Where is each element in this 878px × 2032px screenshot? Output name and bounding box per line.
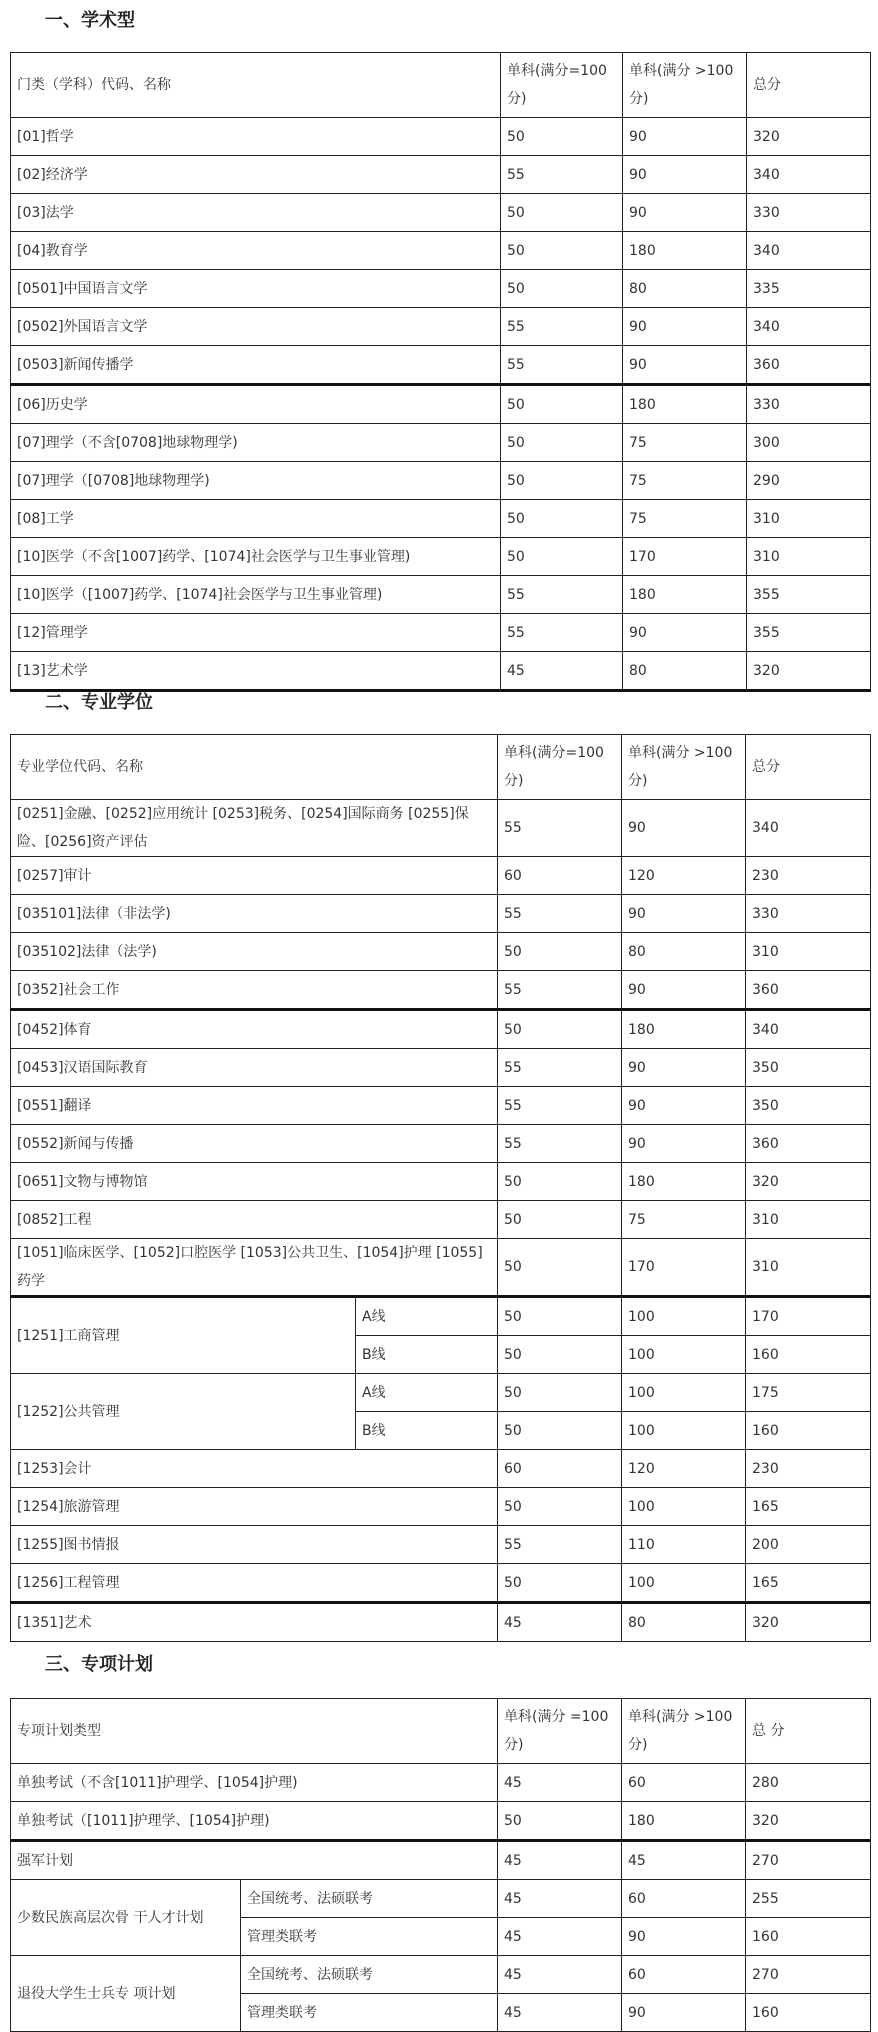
single-subject-100-cell: 50 [498,1239,622,1297]
total-score-cell: 280 [746,1764,871,1802]
table-row [11,1201,871,1239]
total-score-cell: 230 [746,857,871,895]
single-subject-over-100-cell: 90 [622,971,746,1010]
single-subject-100-cell: 50 [501,462,623,500]
table-row [11,1880,871,1918]
row-name-cell: [0352]社会工作 [11,971,498,1010]
single-subject-100-cell: 50 [501,424,623,462]
total-score-cell: 310 [747,538,871,576]
header-total-score: 总 分 [746,1699,871,1764]
single-subject-100-cell: 50 [501,500,623,538]
row-name-cell: [1255]图书情报 [11,1526,498,1564]
single-subject-100-cell: 55 [498,895,622,933]
total-score-cell: 350 [746,1087,871,1125]
total-score-cell: 320 [746,1802,871,1841]
table-row [11,971,871,1010]
table-row [11,614,871,652]
total-score-cell: 175 [746,1374,871,1412]
single-subject-over-100-cell: 90 [622,1087,746,1125]
sub-category-cell: A线 [356,1374,498,1412]
total-score-cell: 160 [746,1412,871,1450]
academic-score-table [10,52,871,692]
total-score-cell: 160 [746,1336,871,1374]
single-subject-100-cell: 45 [498,1918,622,1956]
table-row [11,424,871,462]
section-title-professional: 二、专业学位 [45,692,153,713]
single-subject-over-100-cell: 90 [622,1994,746,2032]
single-subject-100-cell: 55 [501,346,623,385]
row-name-cell: [0452]体育 [11,1010,498,1049]
single-subject-over-100-cell: 100 [622,1564,746,1603]
row-name-cell: [0852]工程 [11,1201,498,1239]
header-name: 专项计划类型 [11,1699,498,1764]
row-name-cell: [1251]工商管理 [11,1297,356,1374]
table-header-row [11,53,871,118]
row-name-cell: [03]法学 [11,194,501,232]
row-name-cell: [1254]旅游管理 [11,1488,498,1526]
row-name-cell: [06]历史学 [11,385,501,424]
single-subject-100-cell: 50 [498,1488,622,1526]
table-row [11,1049,871,1087]
single-subject-over-100-cell: 90 [623,194,747,232]
single-subject-100-cell: 60 [498,857,622,895]
single-subject-over-100-cell: 100 [622,1374,746,1412]
total-score-cell: 360 [746,971,871,1010]
single-subject-over-100-cell: 75 [623,424,747,462]
row-name-cell: [07]理学（[0708]地球物理学) [11,462,501,500]
table-row [11,538,871,576]
single-subject-100-cell: 50 [501,232,623,270]
row-name-cell: [0551]翻译 [11,1087,498,1125]
table-row [11,857,871,895]
table-row [11,1374,871,1412]
header-total-score: 总分 [746,735,871,800]
total-score-cell: 360 [746,1125,871,1163]
single-subject-over-100-cell: 80 [622,1603,746,1642]
single-subject-100-cell: 45 [498,1764,622,1802]
single-subject-100-cell: 55 [501,156,623,194]
header-single-subject-over-100: 单科(满分 >100分) [622,1699,746,1764]
row-name-cell: [02]经济学 [11,156,501,194]
single-subject-over-100-cell: 80 [623,652,747,691]
row-name-cell: 单独考试（不含[1011]护理学、[1054]护理) [11,1764,498,1802]
single-subject-100-cell: 50 [501,538,623,576]
single-subject-100-cell: 55 [501,614,623,652]
total-score-cell: 320 [746,1603,871,1642]
table-row [11,652,871,691]
total-score-cell: 330 [747,385,871,424]
sub-category-cell: A线 [356,1297,498,1336]
single-subject-100-cell: 60 [498,1450,622,1488]
single-subject-100-cell: 50 [498,1010,622,1049]
single-subject-over-100-cell: 180 [623,385,747,424]
row-name-cell: [0257]审计 [11,857,498,895]
table-row [11,346,871,385]
sub-category-cell: 管理类联考 [241,1918,498,1956]
header-single-subject-100: 单科(满分=100分) [498,735,622,800]
single-subject-over-100-cell: 170 [623,538,747,576]
single-subject-over-100-cell: 180 [622,1010,746,1049]
single-subject-over-100-cell: 60 [622,1764,746,1802]
single-subject-100-cell: 45 [498,1994,622,2032]
row-name-cell: [035101]法律（非法学) [11,895,498,933]
single-subject-over-100-cell: 75 [622,1201,746,1239]
row-name-cell: 单独考试（[1011]护理学、[1054]护理) [11,1802,498,1841]
single-subject-100-cell: 50 [498,1163,622,1201]
total-score-cell: 270 [746,1956,871,1994]
total-score-cell: 340 [747,308,871,346]
total-score-cell: 335 [747,270,871,308]
total-score-cell: 200 [746,1526,871,1564]
table-row [11,800,871,857]
row-name-cell: [10]医学（不含[1007]药学、[1074]社会医学与卫生事业管理) [11,538,501,576]
single-subject-over-100-cell: 100 [622,1336,746,1374]
table-row [11,1526,871,1564]
row-name-cell: [0552]新闻与传播 [11,1125,498,1163]
total-score-cell: 300 [747,424,871,462]
single-subject-100-cell: 45 [498,1603,622,1642]
section-title-special: 三、专项计划 [45,1654,153,1675]
total-score-cell: 330 [746,895,871,933]
row-name-cell: [0503]新闻传播学 [11,346,501,385]
single-subject-over-100-cell: 100 [622,1488,746,1526]
total-score-cell: 360 [747,346,871,385]
single-subject-over-100-cell: 90 [623,614,747,652]
total-score-cell: 170 [746,1297,871,1336]
single-subject-over-100-cell: 180 [622,1802,746,1841]
single-subject-over-100-cell: 90 [623,156,747,194]
single-subject-100-cell: 45 [501,652,623,691]
row-name-cell: [035102]法律（法学) [11,933,498,971]
header-name: 门类（学科）代码、名称 [11,53,501,118]
table-row [11,385,871,424]
single-subject-100-cell: 50 [498,1802,622,1841]
single-subject-100-cell: 50 [498,1374,622,1412]
single-subject-over-100-cell: 120 [622,1450,746,1488]
table-row [11,1802,871,1841]
total-score-cell: 290 [747,462,871,500]
header-single-subject-over-100: 单科(满分 >100分) [623,53,747,118]
table-row [11,118,871,156]
special-plan-score-table [10,1698,871,2032]
row-name-cell: [12]管理学 [11,614,501,652]
table-row [11,933,871,971]
single-subject-over-100-cell: 60 [622,1880,746,1918]
row-name-cell: [04]教育学 [11,232,501,270]
row-name-cell: [0501]中国语言文学 [11,270,501,308]
single-subject-100-cell: 50 [498,1201,622,1239]
row-name-cell: [0453]汉语国际教育 [11,1049,498,1087]
single-subject-100-cell: 50 [501,385,623,424]
total-score-cell: 310 [747,500,871,538]
total-score-cell: 340 [747,232,871,270]
single-subject-over-100-cell: 180 [622,1163,746,1201]
total-score-cell: 320 [747,118,871,156]
single-subject-100-cell: 55 [498,971,622,1010]
single-subject-100-cell: 50 [498,1297,622,1336]
total-score-cell: 320 [746,1163,871,1201]
header-single-subject-100: 单科(满分=100分) [501,53,623,118]
row-name-cell: [1252]公共管理 [11,1374,356,1450]
total-score-cell: 255 [746,1880,871,1918]
single-subject-100-cell: 55 [498,1125,622,1163]
total-score-cell: 230 [746,1450,871,1488]
row-name-cell: [1351]艺术 [11,1603,498,1642]
single-subject-100-cell: 50 [501,194,623,232]
row-name-cell: 少数民族高层次骨 干人才计划 [11,1880,241,1956]
single-subject-100-cell: 50 [501,118,623,156]
single-subject-100-cell: 55 [498,1526,622,1564]
row-name-cell: [08]工学 [11,500,501,538]
total-score-cell: 165 [746,1564,871,1603]
single-subject-100-cell: 45 [498,1956,622,1994]
table-row [11,1564,871,1603]
table-row [11,308,871,346]
table-row [11,1297,871,1336]
single-subject-100-cell: 50 [498,1412,622,1450]
header-total-score: 总分 [747,53,871,118]
table-row [11,1841,871,1880]
table-header-row [11,735,871,800]
table-row [11,576,871,614]
total-score-cell: 160 [746,1918,871,1956]
table-row [11,1488,871,1526]
single-subject-100-cell: 50 [498,1336,622,1374]
total-score-cell: 270 [746,1841,871,1880]
total-score-cell: 160 [746,1994,871,2032]
single-subject-over-100-cell: 90 [622,1125,746,1163]
single-subject-over-100-cell: 90 [623,118,747,156]
table-row [11,500,871,538]
total-score-cell: 340 [746,1010,871,1049]
header-single-subject-100: 单科(满分 =100分) [498,1699,622,1764]
table-row [11,1603,871,1642]
single-subject-over-100-cell: 100 [622,1297,746,1336]
single-subject-over-100-cell: 90 [622,1049,746,1087]
header-single-subject-over-100: 单科(满分 >100分) [622,735,746,800]
total-score-cell: 320 [747,652,871,691]
single-subject-over-100-cell: 170 [622,1239,746,1297]
row-name-cell: [1256]工程管理 [11,1564,498,1603]
single-subject-over-100-cell: 110 [622,1526,746,1564]
single-subject-100-cell: 50 [501,270,623,308]
total-score-cell: 330 [747,194,871,232]
total-score-cell: 310 [746,933,871,971]
single-subject-100-cell: 55 [498,1087,622,1125]
single-subject-over-100-cell: 90 [623,308,747,346]
row-name-cell: [01]哲学 [11,118,501,156]
row-name-cell: [0651]文物与博物馆 [11,1163,498,1201]
single-subject-over-100-cell: 60 [622,1956,746,1994]
total-score-cell: 340 [747,156,871,194]
single-subject-100-cell: 55 [498,1049,622,1087]
single-subject-over-100-cell: 75 [623,500,747,538]
total-score-cell: 355 [747,576,871,614]
table-row [11,895,871,933]
single-subject-over-100-cell: 180 [623,576,747,614]
single-subject-100-cell: 55 [498,800,622,857]
table-row [11,1010,871,1049]
row-name-cell: 退役大学生士兵专 项计划 [11,1956,241,2032]
single-subject-100-cell: 50 [498,933,622,971]
total-score-cell: 165 [746,1488,871,1526]
sub-category-cell: 管理类联考 [241,1994,498,2032]
table-row [11,194,871,232]
table-row [11,1956,871,1994]
single-subject-over-100-cell: 80 [623,270,747,308]
single-subject-over-100-cell: 90 [623,346,747,385]
professional-score-table [10,734,871,1642]
table-row [11,1239,871,1297]
single-subject-100-cell: 45 [498,1880,622,1918]
table-row [11,1087,871,1125]
row-name-cell: [10]医学（[1007]药学、[1074]社会医学与卫生事业管理) [11,576,501,614]
sub-category-cell: 全国统考、法硕联考 [241,1956,498,1994]
row-name-cell: 强军计划 [11,1841,498,1880]
total-score-cell: 310 [746,1239,871,1297]
total-score-cell: 355 [747,614,871,652]
table-row [11,232,871,270]
row-name-cell: [1253]会计 [11,1450,498,1488]
table-row [11,156,871,194]
section-title-academic: 一、学术型 [45,10,135,31]
row-name-cell: [0251]金融、[0252]应用统计 [0253]税务、[0254]国际商务 [0255]保险、[0256]资产评估 [11,800,498,857]
table-row [11,1125,871,1163]
single-subject-over-100-cell: 90 [622,895,746,933]
row-name-cell: [07]理学（不含[0708]地球物理学) [11,424,501,462]
table-row [11,1450,871,1488]
sub-category-cell: B线 [356,1336,498,1374]
single-subject-over-100-cell: 90 [622,800,746,857]
table-row [11,1764,871,1802]
single-subject-over-100-cell: 180 [623,232,747,270]
total-score-cell: 310 [746,1201,871,1239]
header-name: 专业学位代码、名称 [11,735,498,800]
total-score-cell: 340 [746,800,871,857]
single-subject-100-cell: 55 [501,576,623,614]
row-name-cell: [0502]外国语言文学 [11,308,501,346]
row-name-cell: [1051]临床医学、[1052]口腔医学 [1053]公共卫生、[1054]护理 [1055]药学 [11,1239,498,1297]
row-name-cell: [13]艺术学 [11,652,501,691]
total-score-cell: 350 [746,1049,871,1087]
single-subject-over-100-cell: 45 [622,1841,746,1880]
table-row [11,270,871,308]
single-subject-over-100-cell: 80 [622,933,746,971]
single-subject-over-100-cell: 120 [622,857,746,895]
table-header-row [11,1699,871,1764]
single-subject-over-100-cell: 90 [622,1918,746,1956]
single-subject-100-cell: 50 [498,1564,622,1603]
table-row [11,1163,871,1201]
single-subject-100-cell: 55 [501,308,623,346]
sub-category-cell: 全国统考、法硕联考 [241,1880,498,1918]
single-subject-over-100-cell: 100 [622,1412,746,1450]
table-row [11,462,871,500]
sub-category-cell: B线 [356,1412,498,1450]
single-subject-over-100-cell: 75 [623,462,747,500]
single-subject-100-cell: 45 [498,1841,622,1880]
